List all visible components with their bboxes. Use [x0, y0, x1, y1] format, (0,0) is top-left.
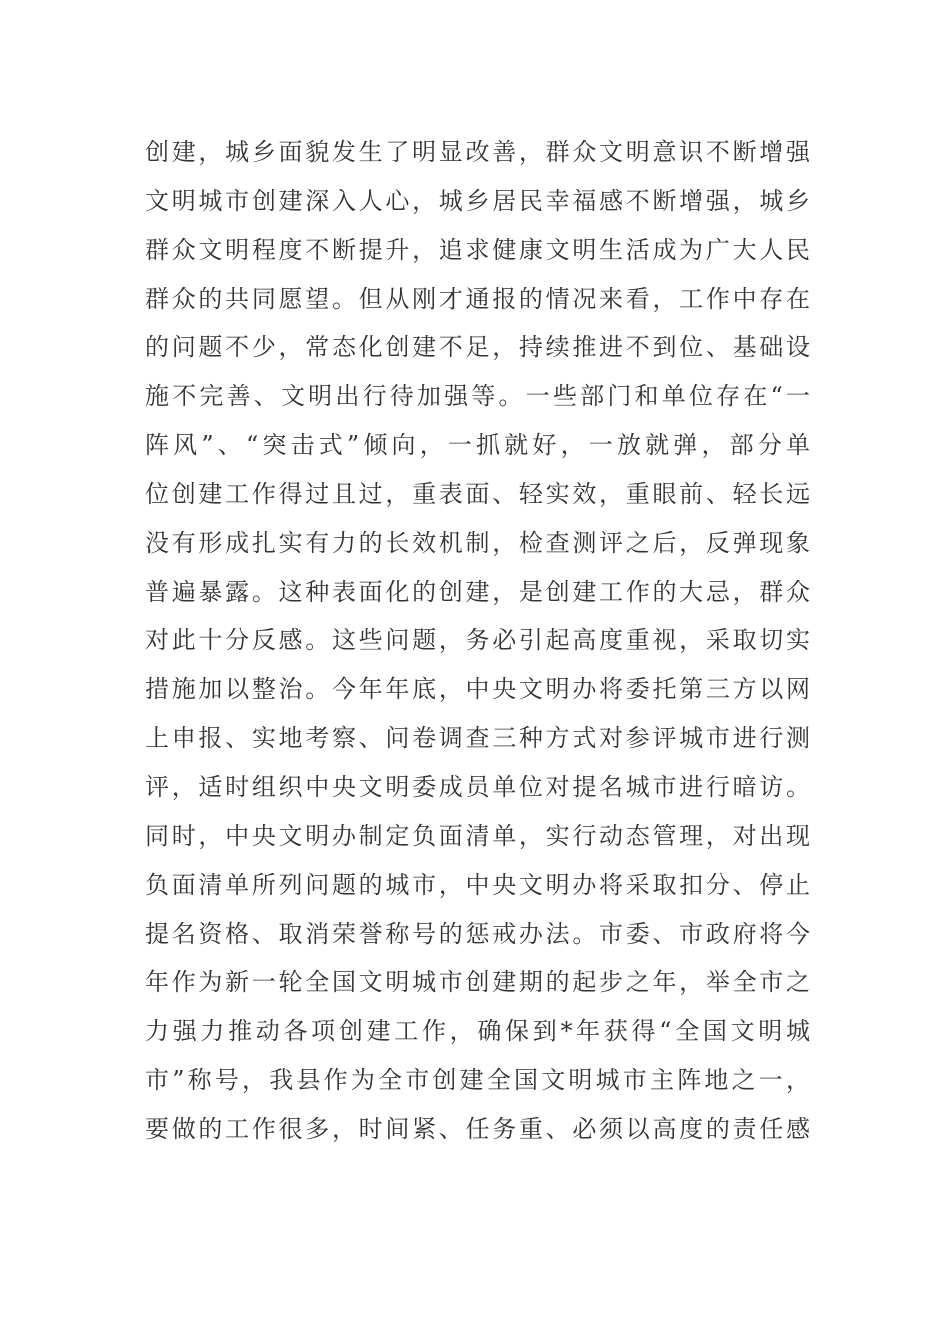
text-line-10: 普遍暴露。这种表面化的创建，是创建工作的大忌，群众 [145, 577, 810, 606]
text-line-18: 年作为新一轮全国文明城市创建期的起步之年，举全市之 [145, 968, 810, 997]
text-line-13: 上申报、实地考察、问卷调查三种方式对参评城市进行测 [145, 724, 810, 753]
text-line-17: 提名资格、取消荣誉称号的惩戒办法。市委、市政府将今 [145, 919, 810, 948]
text-line-1: 创建，城乡面貌发生了明显改善，群众文明意识不断增强 [145, 138, 810, 166]
body-text [145, 128, 810, 1154]
text-line-5: 的问题不少，常态化创建不足，持续推进不到位、基础设 [145, 333, 810, 362]
text-line-3: 群众文明程度不断提升，追求健康文明生活成为广大人民 [145, 235, 810, 264]
text-line-11: 对此十分反感。这些问题，务必引起高度重视，采取切实 [145, 626, 810, 655]
text-line-16: 负面清单所列问题的城市，中央文明办将采取扣分、停止 [145, 870, 810, 899]
text-line-14: 评，适时组织中央文明委成员单位对提名城市进行暗访。 [145, 772, 810, 801]
text-line-20: 市”称号，我县作为全市创建全国文明城市主阵地之一， [145, 1066, 810, 1095]
text-line-19: 力强力推动各项创建工作，确保到*年获得“全国文明城 [145, 1017, 810, 1046]
text-line-2: 文明城市创建深入人心，城乡居民幸福感不断增强，城乡 [145, 186, 810, 215]
text-line-4: 群众的共同愿望。但从刚才通报的情况来看，工作中存在 [145, 284, 810, 313]
text-line-21: 要做的工作很多，时间紧、任务重、必须以高度的责任感 [145, 1114, 810, 1143]
text-line-12: 措施加以整治。今年年底，中央文明办将委托第三方以网 [145, 675, 810, 704]
text-line-9: 没有形成扎实有力的长效机制，检查测评之后，反弹现象 [145, 528, 810, 557]
text-line-7: 阵风”、“突击式”倾向，一抓就好，一放就弹，部分单 [145, 431, 810, 460]
text-line-8: 位创建工作得过且过，重表面、轻实效，重眼前、轻长远 [145, 479, 810, 508]
text-line-15: 同时，中央文明办制定负面清单，实行动态管理，对出现 [145, 821, 810, 850]
text-line-6: 施不完善、文明出行待加强等。一些部门和单位存在“一 [145, 382, 810, 411]
